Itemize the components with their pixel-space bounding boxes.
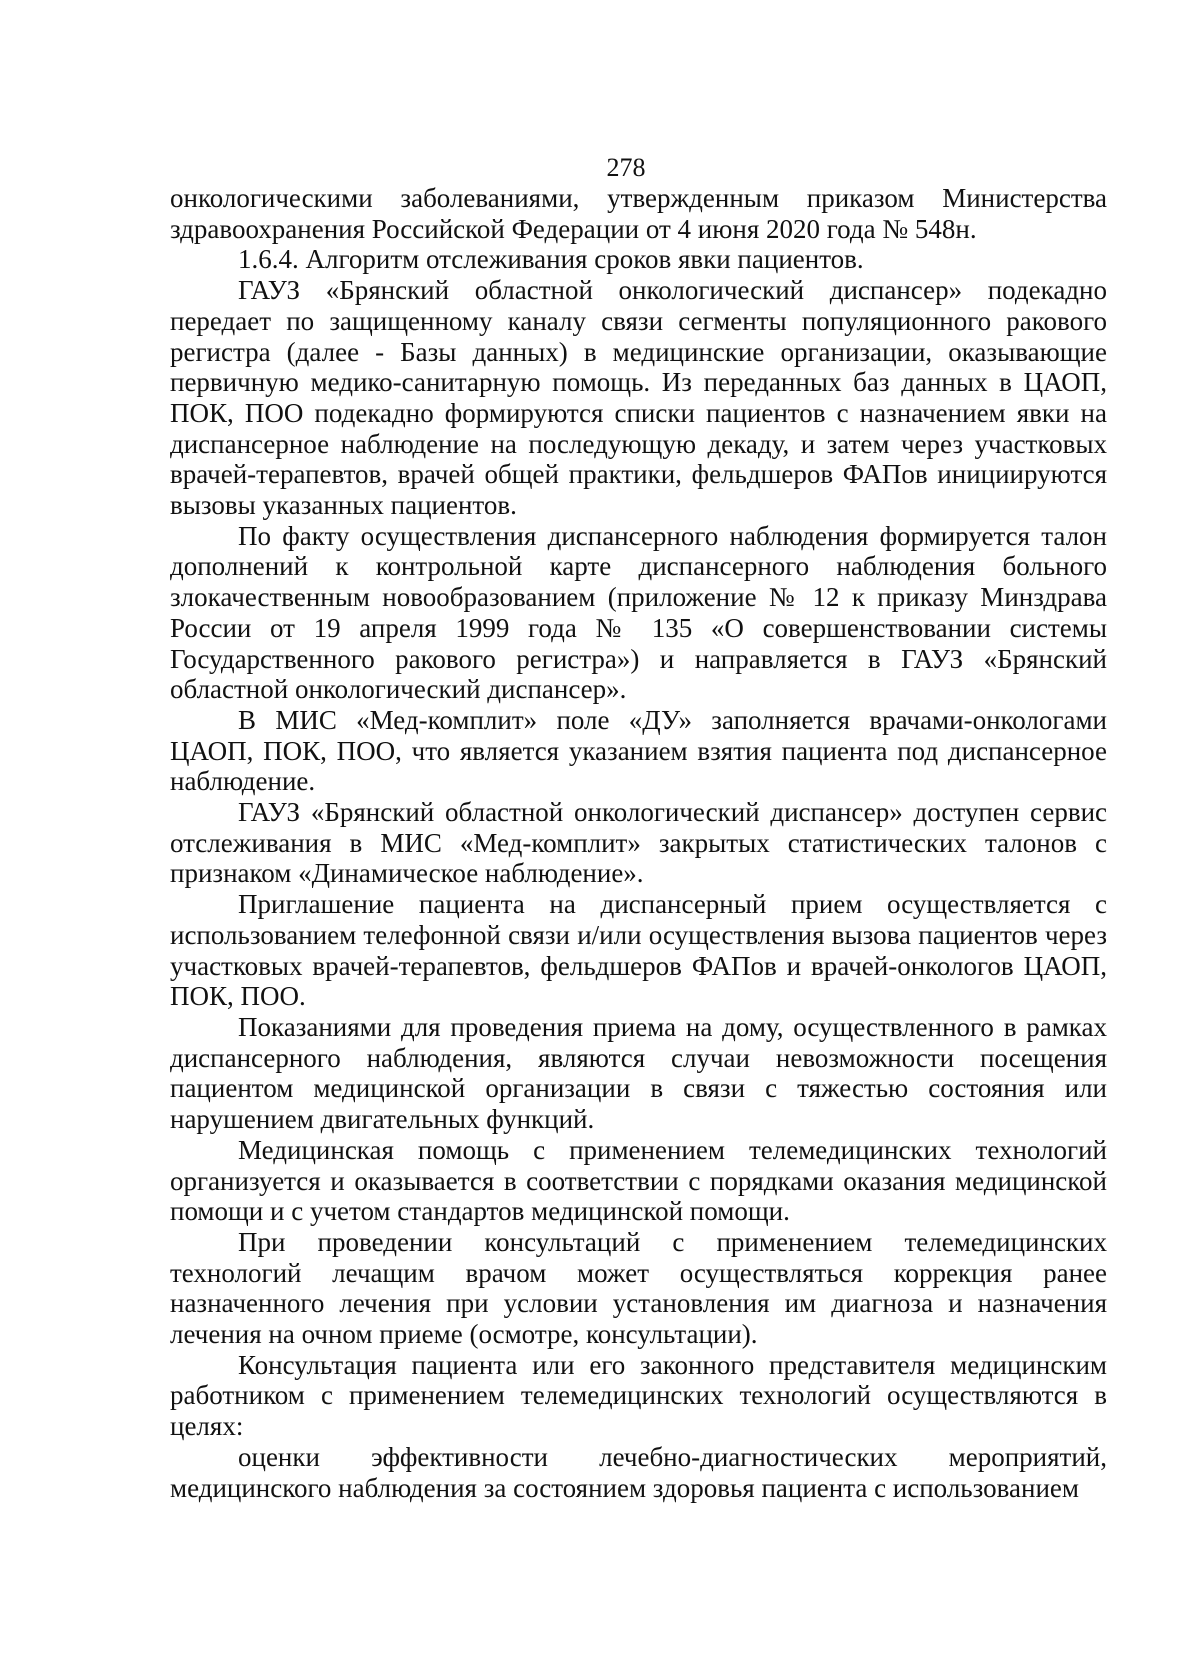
- paragraph: Показаниями для проведения приема на дому, осуществленного в рамках диспансерного наблюдения, являются случаи невозможности посещения пациентом медицинской организации в связи с тяжестью состояния или нарушением двигательных функций.: [170, 1011, 1107, 1135]
- document-body: [170, 183, 1107, 1503]
- paragraph: По факту осуществления диспансерного наблюдения формируется талон дополнений к контрольной карте диспансерного наблюдения больного злокачественным новообразованием (приложение № 12 к приказу Минздрава России от 19 апреля 1999 года № 135 «О совершенствовании системы Государственного ракового регистра») и направляется в ГАУЗ «Брянский областной онкологический диспансер».: [170, 520, 1107, 705]
- paragraph: Консультация пациента или его законного представителя медицинским работником с применением телемедицинских технологий осуществляются в целях:: [170, 1349, 1107, 1442]
- paragraph: ГАУЗ «Брянский областной онкологический диспансер» подекадно передает по защищенному каналу связи сегменты популяционного ракового регистра (далее - Базы данных) в медицинские организации, оказывающие первичную медико-санитарную помощь. Из переданных баз данных в ЦАОП, ПОК, ПОО подекадно формируются списки пациентов с назначением явки на диспансерное наблюдение на последующую декаду, и затем через участковых врачей-терапевтов, врачей общей практики, фельдшеров ФАПов инициируются вызовы указанных пациентов.: [170, 275, 1107, 521]
- paragraph: Приглашение пациента на диспансерный прием осуществляется с использованием телефонной связи и/или осуществления вызова пациентов через участковых врачей-терапевтов, фельдшеров ФАПов и врачей-онкологов ЦАОП, ПОК, ПОО.: [170, 889, 1107, 1012]
- paragraph-continuation: онкологическими заболеваниями, утвержденным приказом Министерства здравоохранения Российской Федерации от 4 июня 2020 года № 548н.: [170, 183, 1107, 244]
- paragraph: ГАУЗ «Брянский областной онкологический диспансер» доступен сервис отслеживания в МИС «Мед-комплит» закрытых статистических талонов с признаком «Динамическое наблюдение».: [170, 797, 1107, 889]
- paragraph: В МИС «Мед-комплит» поле «ДУ» заполняется врачами-онкологами ЦАОП, ПОК, ПОО, что является указанием взятия пациента под диспансерное наблюдение.: [170, 704, 1107, 797]
- section-heading: 1.6.4. Алгоритм отслеживания сроков явки пациентов.: [238, 244, 864, 275]
- paragraph: оценки эффективности лечебно-диагностических мероприятий, медицинского наблюдения за состоянием здоровья пациента с использованием: [170, 1441, 1107, 1503]
- paragraph: Медицинская помощь с применением телемедицинских технологий организуется и оказывается в соответствии с порядками оказания медицинской помощи и с учетом стандартов медицинской помощи.: [170, 1134, 1107, 1227]
- page-number: 278: [606, 153, 646, 182]
- paragraph: При проведении консультаций с применением телемедицинских технологий лечащим врачом может осуществляться коррекция ранее назначенного лечения при условии установления им диагноза и назначения лечения на очном приеме (осмотре, консультации).: [170, 1226, 1107, 1350]
